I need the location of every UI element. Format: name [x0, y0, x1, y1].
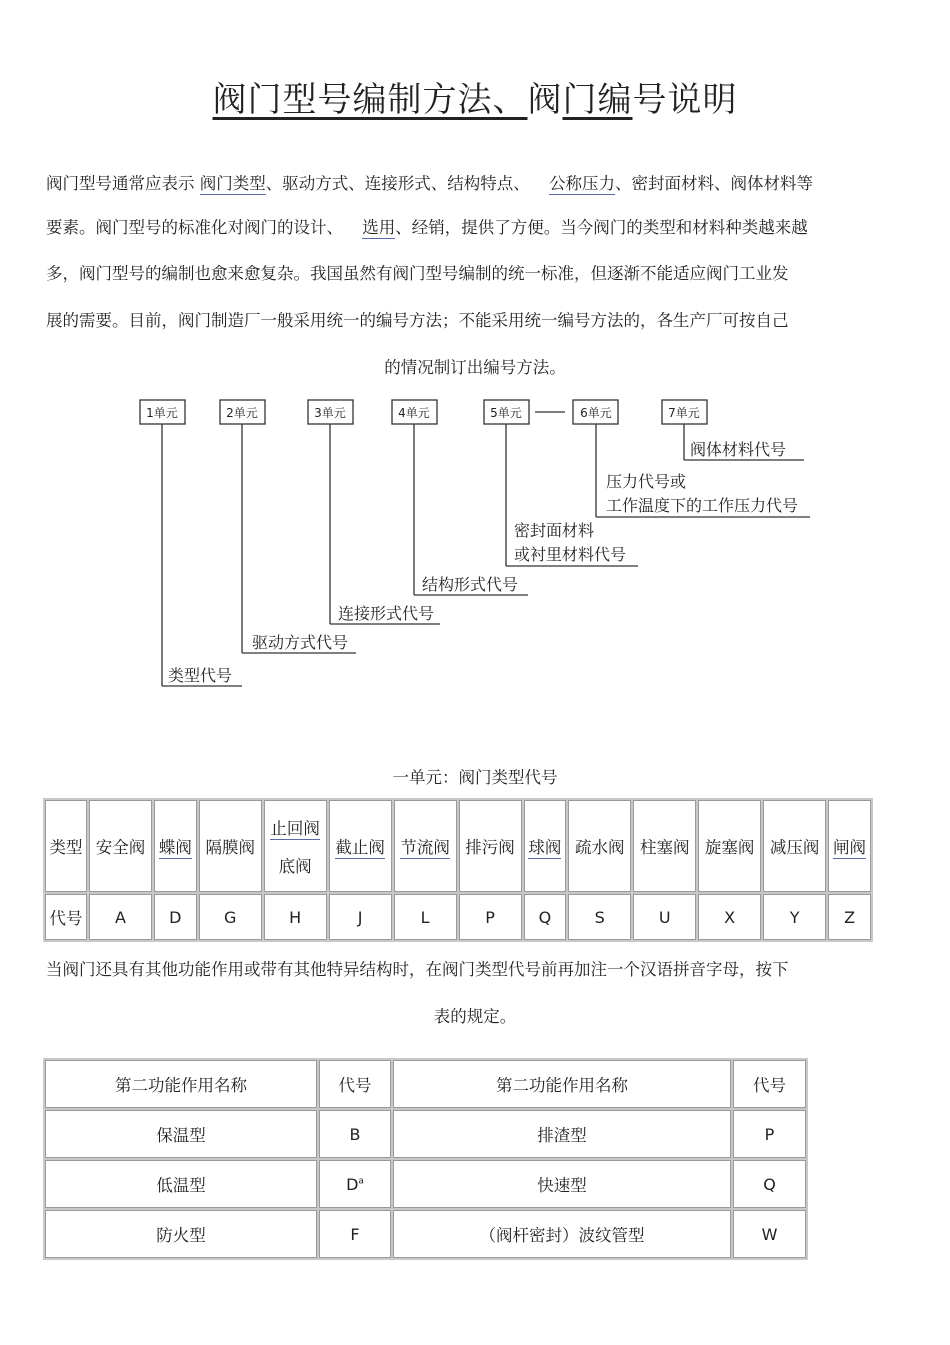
- code-cell: L: [394, 894, 457, 940]
- function-name: 防火型: [45, 1210, 317, 1258]
- code-cell: Y: [763, 894, 826, 940]
- link-throttle-valve[interactable]: 节流阀: [400, 838, 450, 857]
- label-pressure-1: 压力代号或: [606, 472, 687, 491]
- type-cell: [89, 800, 152, 892]
- function-code: P: [733, 1110, 806, 1158]
- superscript-mark: a: [358, 1176, 364, 1187]
- header-code-2: 代号: [733, 1060, 806, 1108]
- type-name: 疏水阀: [575, 838, 625, 857]
- function-code: W: [733, 1210, 806, 1258]
- function-code: [319, 1160, 391, 1208]
- second-function-table: [43, 1058, 808, 1260]
- code-cell: A: [89, 894, 152, 940]
- code-cell: H: [264, 894, 327, 940]
- unit-6-box-label: 6单元: [580, 406, 612, 420]
- section2-note-line-2: 表的规定。: [433, 1007, 517, 1026]
- type-cell: [394, 800, 457, 892]
- code-cell: X: [698, 894, 761, 940]
- intro-line-2: [46, 217, 906, 239]
- link-gate-valve[interactable]: 闸阀: [833, 838, 867, 857]
- function-code: Q: [733, 1160, 806, 1208]
- link-check-valve[interactable]: 止回阀: [270, 819, 320, 838]
- label-pressure-2: 工作温度下的工作压力代号: [606, 496, 799, 515]
- intro-text: 、密封面材料、阀体材料等: [615, 174, 813, 193]
- code-cell: Z: [828, 894, 871, 940]
- row-label-type: 类型: [45, 800, 87, 892]
- type-cell: [633, 800, 696, 892]
- code-cell: G: [199, 894, 262, 940]
- function-code: B: [319, 1110, 391, 1158]
- type-name: 减压阀: [769, 838, 820, 857]
- code-cell: J: [329, 894, 392, 940]
- unit-5-box-label: 5单元: [490, 406, 522, 420]
- section2-note-line-1: 当阀门还具有其他功能作用或带有其他特异结构时，在阀门类型代号前再加注一个汉语拼音字母，按下: [46, 960, 789, 979]
- page-title: [0, 72, 950, 121]
- table-header-row: [45, 1060, 806, 1108]
- function-name: 快速型: [393, 1160, 731, 1208]
- table-row: [45, 1210, 806, 1258]
- intro-line-3: 多，阀门型号的编制也愈来愈复杂。我国虽然有阀门型号编制的统一标准，但逐渐不能适应阀门工业发: [46, 264, 789, 283]
- code-cell: Q: [524, 894, 567, 940]
- function-name: 保温型: [45, 1110, 317, 1158]
- title-part2c: 号说明: [632, 80, 738, 120]
- type-cell: [524, 800, 567, 892]
- type-cell: [199, 800, 262, 892]
- function-code: F: [319, 1210, 391, 1258]
- header-code-1: 代号: [319, 1060, 391, 1108]
- code-row: [45, 894, 871, 940]
- label-body-material: 阀体材料代号: [690, 440, 787, 459]
- type-cell: [459, 800, 522, 892]
- type-name: 柱塞阀: [639, 838, 690, 857]
- unit-3-box-label: 3单元: [314, 406, 346, 420]
- type-name: 旋塞阀: [704, 838, 755, 857]
- code-cell: S: [568, 894, 631, 940]
- type-cell: [264, 800, 327, 892]
- unit-7-box-label: 7单元: [668, 406, 700, 420]
- label-structure: 结构形式代号: [422, 575, 519, 594]
- unit-4-box-label: 4单元: [398, 406, 430, 420]
- label-drive: 驱动方式代号: [252, 633, 349, 652]
- title-part2b: 门编: [562, 80, 633, 120]
- table-row: [45, 1110, 806, 1158]
- link-ball-valve[interactable]: 球阀: [528, 838, 562, 857]
- code-cell: P: [459, 894, 522, 940]
- intro-text: 、驱动方式、连接形式、结构特点、: [265, 174, 535, 193]
- function-name: （阀杆密封）波纹管型: [393, 1210, 731, 1258]
- code-structure-diagram: [0, 390, 950, 700]
- link-nominal-pressure[interactable]: 公称压力: [549, 174, 615, 193]
- type-name-sub: 底阀: [278, 857, 312, 876]
- type-cell: [329, 800, 392, 892]
- label-seal-1: 密封面材料: [514, 521, 595, 540]
- title-part1: 阀门型号编制方法、: [212, 80, 528, 120]
- type-name: 安全阀: [95, 838, 146, 857]
- code-cell: U: [633, 894, 696, 940]
- type-cell: [154, 800, 197, 892]
- type-row: [45, 800, 871, 892]
- header-name-1: 第二功能作用名称: [45, 1060, 317, 1108]
- type-name: 隔膜阀: [205, 838, 255, 857]
- unit-2-box-label: 2单元: [226, 406, 258, 420]
- type-name: 排污阀: [465, 838, 515, 857]
- label-type: 类型代号: [168, 666, 233, 685]
- link-globe-valve[interactable]: 截止阀: [335, 838, 385, 857]
- intro-text: 要素。阀门型号的标准化对阀门的设计、: [46, 218, 349, 237]
- intro-line-1: [46, 173, 906, 195]
- link-selection[interactable]: 选用: [362, 218, 396, 237]
- function-name: 排渣型: [393, 1110, 731, 1158]
- intro-line-5: 的情况制订出编号方法。: [384, 358, 566, 377]
- label-connection: 连接形式代号: [338, 604, 435, 623]
- table-row: [45, 1160, 806, 1208]
- function-name: 低温型: [45, 1160, 317, 1208]
- section1-caption: 一单元：阀门类型代号: [392, 768, 558, 787]
- intro-text: 阀门型号通常应表示: [46, 174, 200, 193]
- type-cell: [698, 800, 761, 892]
- type-cell: [828, 800, 871, 892]
- header-name-2: 第二功能作用名称: [393, 1060, 731, 1108]
- label-seal-2: 或衬里材料代号: [514, 545, 627, 564]
- code-cell: D: [154, 894, 197, 940]
- link-valve-type[interactable]: 阀门类型: [199, 174, 266, 193]
- type-cell: [568, 800, 631, 892]
- row-label-code: 代号: [45, 894, 87, 940]
- intro-text: 、经销，提供了方便。当今阀门的类型和材料种类越来越: [395, 218, 808, 237]
- intro-line-4: 展的需要。目前，阀门制造厂一般采用统一的编号方法；不能采用统一编号方法的，各生产厂可按自己: [46, 311, 789, 330]
- title-part2a: 阀: [527, 80, 563, 120]
- type-cell: [763, 800, 826, 892]
- valve-type-table: [43, 798, 873, 942]
- unit-1-box-label: 1单元: [146, 406, 178, 420]
- function-code-text: D: [346, 1174, 359, 1194]
- link-butterfly-valve[interactable]: 蝶阀: [158, 838, 192, 857]
